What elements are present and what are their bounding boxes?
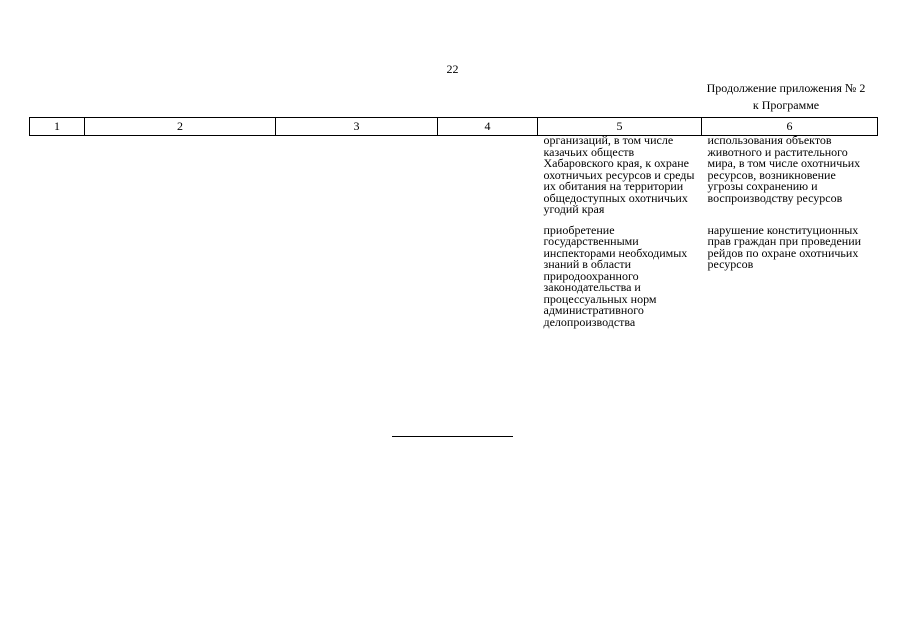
appendix-note-line-2: к Программе <box>752 98 820 112</box>
column-header-4: 4 <box>438 118 538 136</box>
table-row <box>30 136 878 216</box>
column-header-5: 5 <box>538 118 702 136</box>
cell-text-col5: организаций, в том числе казачьих обществ Хабаровского края, к охране охотничьих ресурсов и среды их обитания на территории общедоступных охотничьих угодий края <box>543 133 695 216</box>
appendix-note-line-1: Продолжение приложения № 2 <box>706 81 866 95</box>
appendix-table <box>29 117 878 328</box>
table-cell <box>538 216 702 329</box>
table-cell <box>702 216 878 329</box>
table-cell <box>276 136 438 216</box>
table-row <box>30 216 878 329</box>
column-header-1: 1 <box>30 118 85 136</box>
appendix-note <box>690 80 882 114</box>
column-header-6: 6 <box>702 118 878 136</box>
table-cell <box>30 216 85 329</box>
table-cell <box>438 216 538 329</box>
table-cell <box>85 136 276 216</box>
table-cell <box>85 216 276 329</box>
column-header-3: 3 <box>276 118 438 136</box>
table-cell <box>30 136 85 216</box>
end-divider-line <box>392 436 513 437</box>
table-cell <box>538 133 702 216</box>
table-cell <box>438 136 538 216</box>
cell-text-col5: приобретение государственными инспекторами необходимых знаний в области природоохранного законодательства и процессуальных норм административного делопроизводства <box>543 222 688 329</box>
cell-text-col6: использования объектов животного и растительного мира, в том числе охотничьих ресурсов, возникновение угрозы сохранению и воспроизводству ресурсов <box>707 133 861 205</box>
table-cell <box>702 133 878 216</box>
cell-text-col6: нарушение конституционных прав граждан при проведении рейдов по охране охотничьих ресурсов <box>707 222 862 271</box>
page-number: 22 <box>446 62 459 76</box>
column-header-2: 2 <box>85 118 276 136</box>
table-cell <box>276 216 438 329</box>
